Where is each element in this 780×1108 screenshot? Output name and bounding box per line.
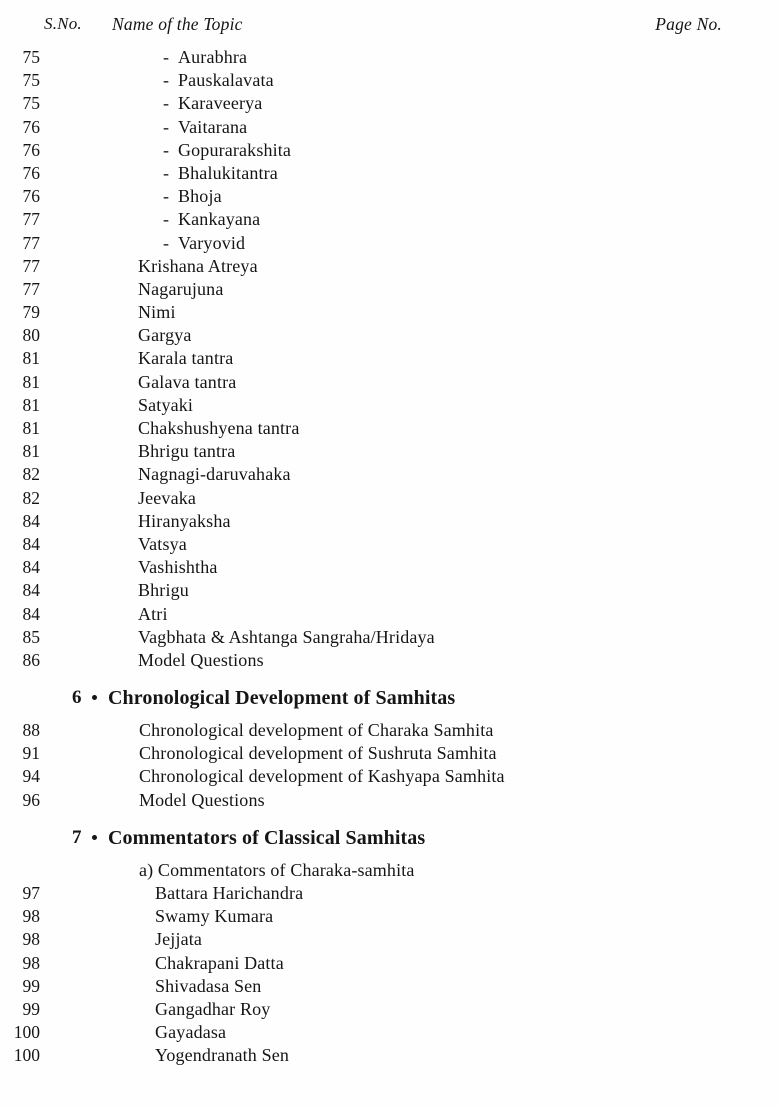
toc-entry[interactable] bbox=[0, 278, 780, 301]
toc-entry-label: Battara Harichandra bbox=[155, 883, 304, 903]
toc-entry[interactable] bbox=[0, 975, 780, 998]
toc-entry-label: Vagbhata & Ashtanga Sangraha/Hridaya bbox=[138, 626, 435, 647]
toc-entry-label: - Kankayana bbox=[163, 208, 260, 231]
toc-section-title: Commentators of Classical Samhitas bbox=[108, 826, 426, 849]
toc-entry[interactable] bbox=[0, 324, 780, 347]
toc-entry[interactable] bbox=[0, 952, 780, 975]
toc-entry[interactable] bbox=[0, 69, 780, 92]
toc-entry-label: Chronological development of Kashyapa Samhita bbox=[139, 766, 505, 787]
toc-entry[interactable] bbox=[0, 347, 780, 370]
toc-entry-label: Krishana Atreya bbox=[138, 255, 258, 276]
toc-entry-label: Nimi bbox=[138, 302, 176, 323]
dash-bullet-icon: - bbox=[163, 93, 170, 114]
toc-entry[interactable] bbox=[0, 487, 780, 510]
toc-entry-page-number: 84 bbox=[0, 603, 40, 626]
dash-bullet-icon: - bbox=[163, 232, 170, 253]
toc-entry[interactable] bbox=[0, 789, 780, 812]
dash-bullet-icon: - bbox=[163, 116, 170, 137]
toc-entry[interactable] bbox=[0, 882, 780, 905]
toc-entry[interactable] bbox=[0, 859, 780, 882]
toc-entry-page-number: 77 bbox=[0, 232, 40, 255]
toc-entry-label: Swamy Kumara bbox=[155, 906, 274, 927]
toc-section-number: 7 bbox=[72, 826, 82, 848]
toc-entry-label: Nagarujuna bbox=[138, 278, 224, 299]
dash-bullet-icon: - bbox=[163, 209, 170, 230]
toc-entry-label: Model Questions bbox=[139, 789, 265, 810]
toc-entry-label: Galava tantra bbox=[138, 371, 237, 392]
toc-entry-page-number: 77 bbox=[0, 278, 40, 301]
toc-entry-page-number: 81 bbox=[0, 417, 40, 440]
toc-entry-page-number: 98 bbox=[0, 952, 40, 975]
dash-bullet-icon: - bbox=[163, 139, 170, 160]
toc-entry[interactable] bbox=[0, 533, 780, 556]
toc-entry[interactable] bbox=[0, 626, 780, 649]
dash-bullet-icon: - bbox=[163, 70, 170, 91]
toc-entry-label: Bhrigu tantra bbox=[138, 441, 236, 462]
toc-entry-page-number: 98 bbox=[0, 928, 40, 951]
column-header-page-number: Page No. bbox=[655, 14, 722, 34]
toc-entry-label: Gargya bbox=[138, 325, 192, 346]
section-bullet-icon bbox=[92, 695, 97, 700]
toc-entry[interactable] bbox=[0, 556, 780, 579]
toc-entry[interactable] bbox=[0, 603, 780, 626]
toc-entry-label: Shivadasa Sen bbox=[155, 975, 262, 996]
toc-entry[interactable] bbox=[0, 742, 780, 765]
toc-entry-page-number: 81 bbox=[0, 371, 40, 394]
column-header-topic-name: Name of the Topic bbox=[112, 14, 243, 34]
toc-entry-label: Model Questions bbox=[138, 649, 264, 670]
toc-entry-page-number: 97 bbox=[0, 882, 40, 905]
toc-entry-label: Hiranyaksha bbox=[138, 510, 231, 531]
toc-entry-label: Gangadhar Roy bbox=[155, 998, 271, 1019]
toc-entry[interactable] bbox=[0, 1021, 780, 1044]
toc-entry[interactable] bbox=[0, 1044, 780, 1067]
toc-entry-label: Vashishtha bbox=[138, 557, 218, 578]
dash-bullet-icon: - bbox=[163, 162, 170, 183]
toc-entry[interactable] bbox=[0, 649, 780, 672]
toc-entry-page-number: 75 bbox=[0, 92, 40, 115]
toc-entry[interactable] bbox=[0, 162, 780, 185]
toc-section-heading[interactable] bbox=[0, 681, 780, 715]
toc-entry-label: Yogendranath Sen bbox=[155, 1045, 290, 1066]
toc-entry[interactable] bbox=[0, 998, 780, 1021]
toc-entry-page-number: 76 bbox=[0, 116, 40, 139]
toc-entry-label: Gayadasa bbox=[155, 1022, 227, 1043]
toc-entry[interactable] bbox=[0, 463, 780, 486]
toc-entry[interactable] bbox=[0, 905, 780, 928]
toc-entry[interactable] bbox=[0, 417, 780, 440]
toc-entry-page-number: 76 bbox=[0, 162, 40, 185]
toc-entry-page-number: 100 bbox=[0, 1021, 40, 1044]
toc-entry-label: - Vaitarana bbox=[163, 116, 247, 139]
toc-entry-label: Vatsya bbox=[138, 533, 187, 554]
toc-entry[interactable] bbox=[0, 719, 780, 742]
toc-entry-label: - Varyovid bbox=[163, 232, 245, 255]
toc-entry[interactable] bbox=[0, 301, 780, 324]
toc-entry-label: Bhrigu bbox=[138, 580, 189, 601]
dash-bullet-icon: - bbox=[163, 47, 170, 67]
toc-entry-label: - Bhalukitantra bbox=[163, 162, 278, 185]
toc-entry-label: - Gopurarakshita bbox=[163, 139, 291, 162]
toc-entry-page-number: 84 bbox=[0, 533, 40, 556]
toc-entry-page-number: 98 bbox=[0, 905, 40, 928]
toc-entry-label: Karala tantra bbox=[138, 348, 234, 369]
section-bullet-icon bbox=[92, 835, 97, 840]
toc-entry[interactable] bbox=[0, 371, 780, 394]
toc-entry-list bbox=[0, 46, 780, 1068]
toc-entry-page-number: 82 bbox=[0, 487, 40, 510]
toc-entry-page-number: 84 bbox=[0, 556, 40, 579]
toc-entry-page-number: 94 bbox=[0, 765, 40, 788]
toc-entry-page-number: 77 bbox=[0, 208, 40, 231]
toc-entry-label: Nagnagi-daruvahaka bbox=[138, 464, 291, 485]
toc-entry-page-number: 80 bbox=[0, 324, 40, 347]
toc-entry-page-number bbox=[0, 859, 40, 882]
toc-entry[interactable] bbox=[0, 139, 780, 162]
toc-entry-page-number: 81 bbox=[0, 394, 40, 417]
toc-entry-page-number: 79 bbox=[0, 301, 40, 324]
toc-entry[interactable] bbox=[0, 92, 780, 115]
toc-entry-label: - Pauskalavata bbox=[163, 69, 274, 92]
toc-section-title: Chronological Development of Samhitas bbox=[108, 687, 456, 710]
toc-entry-page-number: 81 bbox=[0, 347, 40, 370]
toc-entry[interactable] bbox=[0, 232, 780, 255]
toc-entry-label: Jejjata bbox=[155, 929, 203, 950]
toc-entry-page-number: 86 bbox=[0, 649, 40, 672]
toc-column-headers bbox=[0, 14, 780, 40]
toc-entry-page-number: 81 bbox=[0, 440, 40, 463]
dash-bullet-icon: - bbox=[163, 186, 170, 207]
toc-entry-page-number: 84 bbox=[0, 579, 40, 602]
toc-entry-page-number: 75 bbox=[0, 46, 40, 69]
toc-entry-page-number: 96 bbox=[0, 789, 40, 812]
toc-entry[interactable] bbox=[0, 765, 780, 788]
toc-entry[interactable] bbox=[0, 440, 780, 463]
toc-entry-page-number: 99 bbox=[0, 998, 40, 1021]
toc-section-number: 6 bbox=[72, 687, 82, 709]
toc-entry-page-number: 82 bbox=[0, 463, 40, 486]
toc-entry[interactable] bbox=[0, 46, 780, 69]
toc-entry-label: - Bhoja bbox=[163, 185, 222, 208]
toc-entry-page-number: 77 bbox=[0, 255, 40, 278]
toc-entry[interactable] bbox=[0, 185, 780, 208]
toc-section-heading[interactable] bbox=[0, 821, 780, 855]
toc-entry[interactable] bbox=[0, 579, 780, 602]
toc-entry-page-number: 91 bbox=[0, 742, 40, 765]
toc-entry-page-number: 76 bbox=[0, 185, 40, 208]
toc-entry-label: Satyaki bbox=[138, 394, 194, 415]
toc-entry[interactable] bbox=[0, 394, 780, 417]
toc-entry-page-number: 99 bbox=[0, 975, 40, 998]
toc-entry-label: Chronological development of Charaka Samhita bbox=[139, 720, 494, 741]
column-header-serial-number: S.No. bbox=[44, 14, 82, 33]
toc-entry-page-number: 84 bbox=[0, 510, 40, 533]
toc-entry-page-number: 85 bbox=[0, 626, 40, 649]
toc-entry-label: - Karaveerya bbox=[163, 92, 262, 115]
toc-entry[interactable] bbox=[0, 116, 780, 139]
toc-entry-label: a) Commentators of Charaka-samhita bbox=[139, 859, 415, 880]
toc-entry-label: Chakshushyena tantra bbox=[138, 418, 300, 438]
toc-entry[interactable] bbox=[0, 208, 780, 231]
toc-entry[interactable] bbox=[0, 510, 780, 533]
toc-entry-label: Chakrapani Datta bbox=[155, 952, 284, 973]
toc-entry-label: Jeevaka bbox=[138, 487, 197, 508]
toc-entry[interactable] bbox=[0, 928, 780, 951]
toc-entry-label: Chronological development of Sushruta Samhita bbox=[139, 743, 497, 764]
toc-entry-label: - Aurabhra bbox=[163, 46, 247, 69]
toc-entry-label: Atri bbox=[138, 603, 168, 624]
toc-entry-page-number: 100 bbox=[0, 1044, 40, 1067]
toc-entry-page-number: 88 bbox=[0, 719, 40, 742]
toc-entry[interactable] bbox=[0, 255, 780, 278]
toc-entry-page-number: 76 bbox=[0, 139, 40, 162]
toc-entry-page-number: 75 bbox=[0, 69, 40, 92]
